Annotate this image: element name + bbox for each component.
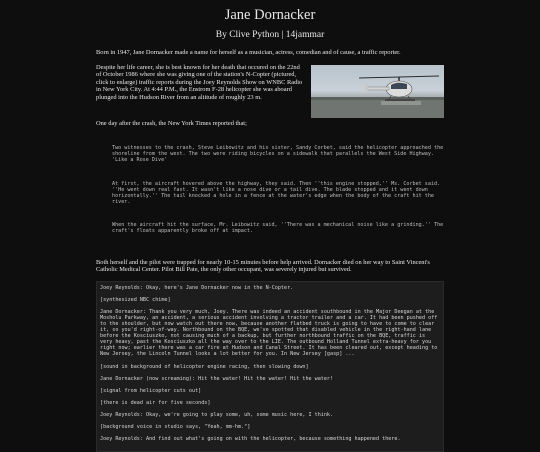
paragraph-intro: Born in 1947, Jane Dornacker made a name for herself as a musician, actress, comedian and of cause, a traffic reporter. xyxy=(96,49,401,56)
nyt-quote-block xyxy=(112,133,447,252)
helicopter-photo-icon xyxy=(311,65,444,118)
transcript-line: [synthesized NBC chime] xyxy=(100,296,171,303)
transcript-line: [background voice in studio says, "Yeah, mm-hm."] xyxy=(100,424,251,430)
helicopter-photo[interactable] xyxy=(311,65,444,118)
transcript-line: Joey Reynolds: Okay, we're going to play some, uh, some music here, I think. xyxy=(100,411,334,418)
paragraph-nyt-intro: One day after the crash, the New York Times reported that; xyxy=(96,119,247,127)
transcript-line: Joey Reynolds: Okay, here's Jane Dornacker now in the N-Copter. xyxy=(100,284,294,291)
quote-paragraph: Two witnesses to the crash, Steve Leibowitz and his sister, Sandy Corbet, said the helicopter approached the shoreline from the west. The two were riding bicycles on a sidewalk that parallels the West Side Highway. 'Like a Rose Dive' xyxy=(112,145,447,164)
paragraph-aftermath: Both herself and the pilot were trapped for nearly 10-15 minutes before help arrived. Dornacker died on her way to Saint Vincent's Catholic Medical Center. Pilot Bill Pate, the only other occupant, was severely injured but survived. xyxy=(96,258,430,274)
paragraph-career-block xyxy=(96,64,444,102)
page-title: Jane Dornacker xyxy=(224,7,316,23)
transcript-line: [there is dead air for five seconds] xyxy=(100,399,211,406)
transcript-line: Jane Dornacker (now screaming): Hit the water! Hit the water! Hit the water! xyxy=(100,375,334,382)
paragraph-career: Despite her life career, she is best known for her death that occured on the 22nd of October 1986 where she was giving one of the station's N-Copter (pictured, click to enlarge) traffic reports during the Joey Reynolds Show on WNBC Radio in New York City. At 4:44 P.M., the Enstrom F-28 helicopter she was aboard plunged into the Hudson River from an altitude of roughly 23 m. xyxy=(96,63,303,101)
broadcast-transcript xyxy=(96,281,444,452)
quote-paragraph: At first, the aircraft hovered above the highway, they said. Then ''this engine stopped,'' Ms. Corbet said. ''He went down real fast. It wasn't like a nose dive or a tail dive. The blade stopped and it went down horizontally.'' The tail knocked a hole in a fence at the water's edge when the body of the craft hit the river. xyxy=(112,180,444,205)
quote-paragraph: When the aircraft hit the surface, Mr. Leibowitz said, ''There was a mechanical noise like a grinding.'' The craft's floats apparently broke off at impact. xyxy=(112,222,447,235)
transcript-line: Jane Dornacker: Thank you very much, Joey. There was indeed an accident southbound in the Major Deegan at the Mosholu Parkway, an accident, a serious accident involving a tractor trailer and a car. It had been pushed off to the shoulder, but now watch out there now, because another flatbed truck is going to have to come to clear it, so you'd right-of-way. Northbound on the BQE, we've spotted that disabled vehicle in the right-hand lane before the Kosciuszko, not causing much of a backup, but further northbound traffic on the BQE, traffic is very heavy, past the Kosciuszko all the way over to the LIE. The outbound Holland Tunnel extra-heavy for you right now; earlier there was a car fire at Hudson and Canal Street. It has been cleared out, except heading to New Jersey, the Lincoln Tunnel looks a lot better for you. In New Jersey [gasp] ... xyxy=(100,308,441,358)
article-body xyxy=(0,49,540,452)
byline: By Clive Python | 14jammar xyxy=(215,30,325,40)
transcript-line: [signal from helicopter cuts out] xyxy=(100,387,202,394)
transcript-line: [sound in background of helicopter engine racing, then slowing down] xyxy=(100,363,309,370)
page xyxy=(0,7,540,443)
transcript-line: Joey Reynolds: And find out what's going on with the helicopter, because something happened there. xyxy=(100,436,401,443)
